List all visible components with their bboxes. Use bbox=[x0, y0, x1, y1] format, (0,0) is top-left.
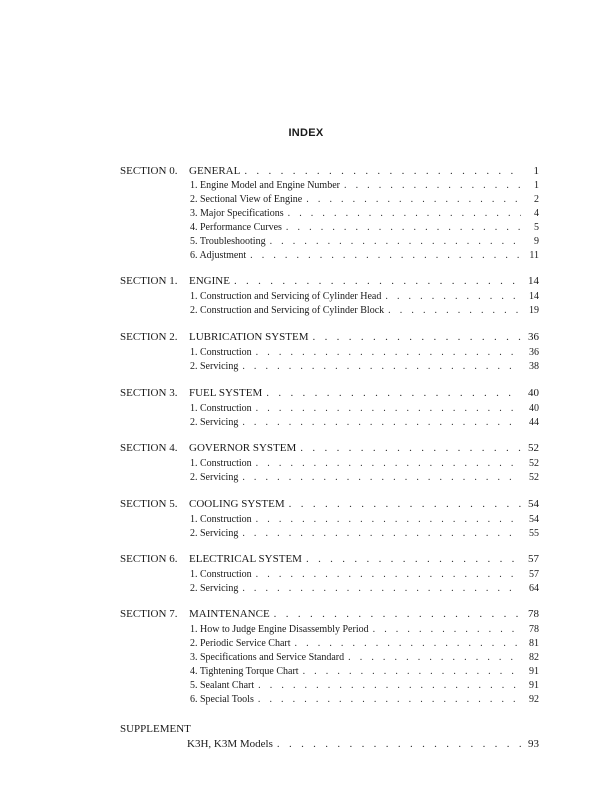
page-number: 19 bbox=[529, 305, 539, 316]
dot-leader bbox=[250, 249, 521, 262]
toc-entry[interactable] bbox=[190, 402, 539, 415]
section-title: GOVERNOR SYSTEM bbox=[189, 442, 297, 454]
section-title: COOLING SYSTEM bbox=[189, 498, 285, 510]
dot-leader bbox=[306, 193, 521, 206]
toc-entry[interactable] bbox=[190, 637, 539, 650]
entry-text: 3. Major Specifications bbox=[190, 208, 284, 219]
toc-entry[interactable] bbox=[190, 665, 539, 678]
page-number: 4 bbox=[534, 208, 539, 219]
dot-leader bbox=[385, 290, 521, 303]
entry-text: 6. Adjustment bbox=[190, 250, 247, 261]
toc-entry[interactable] bbox=[190, 416, 539, 429]
toc-entry[interactable] bbox=[190, 360, 539, 373]
page-title: INDEX bbox=[288, 127, 324, 139]
page-number: 5 bbox=[534, 222, 539, 233]
page-number: 1 bbox=[533, 165, 539, 177]
page-number: 14 bbox=[529, 291, 539, 302]
page-number: 78 bbox=[529, 624, 539, 635]
section-title: ELECTRICAL SYSTEM bbox=[189, 553, 302, 565]
entry-text: 1. Construction and Servicing of Cylinder Head bbox=[190, 291, 382, 302]
entry-text: 1. Construction bbox=[190, 514, 252, 525]
dot-leader bbox=[258, 693, 521, 706]
page-number: 9 bbox=[534, 236, 539, 247]
section-heading-row[interactable] bbox=[189, 498, 539, 511]
dot-leader bbox=[242, 360, 521, 373]
toc-entry[interactable] bbox=[190, 249, 539, 262]
dot-leader bbox=[256, 568, 521, 581]
section-heading-row[interactable] bbox=[189, 608, 539, 621]
dot-leader bbox=[348, 651, 521, 664]
section-label: SECTION 0. bbox=[120, 165, 178, 177]
section-heading-row[interactable] bbox=[189, 331, 539, 344]
page-number: 64 bbox=[529, 583, 539, 594]
dot-leader bbox=[242, 416, 521, 429]
entry-text: 1. Construction bbox=[190, 347, 252, 358]
dot-leader bbox=[274, 608, 521, 621]
supplement-row[interactable] bbox=[187, 738, 539, 751]
entry-text: 1. Engine Model and Engine Number bbox=[190, 180, 340, 191]
section-heading-row[interactable] bbox=[189, 165, 539, 178]
entry-text: 1. Construction bbox=[190, 569, 252, 580]
dot-leader bbox=[242, 582, 521, 595]
entry-text: K3H, K3M Models bbox=[187, 738, 273, 750]
page-number: 40 bbox=[529, 403, 539, 414]
entry-text: 4. Tightening Torque Chart bbox=[190, 666, 299, 677]
dot-leader bbox=[286, 221, 521, 234]
dot-leader bbox=[303, 665, 521, 678]
toc-entry[interactable] bbox=[190, 193, 539, 206]
page-number: 78 bbox=[528, 608, 539, 620]
dot-leader bbox=[242, 471, 521, 484]
dot-leader bbox=[312, 331, 521, 344]
dot-leader bbox=[288, 207, 521, 220]
entry-text: 3. Specifications and Service Standard bbox=[190, 652, 345, 663]
toc-entry[interactable] bbox=[190, 304, 539, 317]
page-number: 54 bbox=[529, 514, 539, 525]
page-number: 14 bbox=[528, 275, 539, 287]
entry-text: 5. Troubleshooting bbox=[190, 236, 266, 247]
page-number: 1 bbox=[534, 180, 539, 191]
toc-entry[interactable] bbox=[190, 679, 539, 692]
toc-entry[interactable] bbox=[190, 651, 539, 664]
dot-leader bbox=[289, 498, 521, 511]
entry-text: 2. Servicing bbox=[190, 583, 239, 594]
dot-leader bbox=[256, 346, 521, 359]
dot-leader bbox=[256, 513, 521, 526]
toc-entry[interactable] bbox=[190, 693, 539, 706]
entry-text: 2. Periodic Service Chart bbox=[190, 638, 291, 649]
section-label: SECTION 3. bbox=[120, 387, 178, 399]
section-label: SECTION 7. bbox=[120, 608, 178, 620]
section-title: ENGINE bbox=[189, 275, 230, 287]
page-number: 52 bbox=[529, 458, 539, 469]
section-title: FUEL SYSTEM bbox=[189, 387, 263, 399]
entry-text: 2. Servicing bbox=[190, 472, 239, 483]
section-title: LUBRICATION SYSTEM bbox=[189, 331, 309, 343]
section-label: SECTION 6. bbox=[120, 553, 178, 565]
toc-entry[interactable] bbox=[190, 513, 539, 526]
entry-text: 2. Construction and Servicing of Cylinder Block bbox=[190, 305, 385, 316]
dot-leader bbox=[244, 165, 521, 178]
section-label: SECTION 4. bbox=[120, 442, 178, 454]
dot-leader bbox=[344, 179, 521, 192]
dot-leader bbox=[277, 738, 521, 751]
page-number: 54 bbox=[528, 498, 539, 510]
dot-leader bbox=[306, 553, 521, 566]
section-heading-row[interactable] bbox=[189, 387, 539, 400]
section-label: SECTION 5. bbox=[120, 498, 178, 510]
toc-entry[interactable] bbox=[190, 582, 539, 595]
entry-text: 6. Special Tools bbox=[190, 694, 254, 705]
section-heading-row[interactable] bbox=[189, 275, 539, 288]
toc-entry[interactable] bbox=[190, 471, 539, 484]
page-number: 2 bbox=[534, 194, 539, 205]
toc-entry[interactable] bbox=[190, 207, 539, 220]
page-number: 40 bbox=[528, 387, 539, 399]
page-number: 82 bbox=[529, 652, 539, 663]
entry-text: 1. Construction bbox=[190, 458, 252, 469]
dot-leader bbox=[266, 387, 521, 400]
toc-entry[interactable] bbox=[190, 221, 539, 234]
entry-text: 1. How to Judge Engine Disassembly Period bbox=[190, 624, 369, 635]
entry-text: 2. Servicing bbox=[190, 417, 239, 428]
page-number: 44 bbox=[529, 417, 539, 428]
section-label: SECTION 2. bbox=[120, 331, 178, 343]
dot-leader bbox=[295, 637, 521, 650]
page-number: 91 bbox=[529, 666, 539, 677]
page-number: 91 bbox=[529, 680, 539, 691]
dot-leader bbox=[373, 623, 521, 636]
entry-text: 4. Performance Curves bbox=[190, 222, 282, 233]
dot-leader bbox=[388, 304, 521, 317]
toc-entry[interactable] bbox=[190, 179, 539, 192]
dot-leader bbox=[242, 527, 521, 540]
section-title: GENERAL bbox=[189, 165, 241, 177]
dot-leader bbox=[256, 402, 521, 415]
page-number: 38 bbox=[529, 361, 539, 372]
entry-text: 1. Construction bbox=[190, 403, 252, 414]
page-number: 55 bbox=[529, 528, 539, 539]
page-number: 52 bbox=[529, 472, 539, 483]
entry-text: 2. Servicing bbox=[190, 361, 239, 372]
page-number: 36 bbox=[529, 347, 539, 358]
page-number: 81 bbox=[529, 638, 539, 649]
toc-entry[interactable] bbox=[190, 235, 539, 248]
toc-entry[interactable] bbox=[190, 290, 539, 303]
page-number: 57 bbox=[529, 569, 539, 580]
dot-leader bbox=[270, 235, 521, 248]
supplement-label: SUPPLEMENT bbox=[120, 723, 191, 735]
entry-text: 2. Servicing bbox=[190, 528, 239, 539]
dot-leader bbox=[256, 457, 521, 470]
toc-entry[interactable] bbox=[190, 346, 539, 359]
entry-text: 5. Sealant Chart bbox=[190, 680, 255, 691]
entry-text: 2. Sectional View of Engine bbox=[190, 194, 303, 205]
page-number: 92 bbox=[529, 694, 539, 705]
toc-entry[interactable] bbox=[190, 527, 539, 540]
page-number: 11 bbox=[529, 250, 539, 261]
page-number: 57 bbox=[528, 553, 539, 565]
dot-leader bbox=[258, 679, 521, 692]
section-title: MAINTENANCE bbox=[189, 608, 270, 620]
page-number: 36 bbox=[528, 331, 539, 343]
page-number: 52 bbox=[528, 442, 539, 454]
section-heading-row[interactable] bbox=[189, 442, 539, 455]
toc-entry[interactable] bbox=[190, 457, 539, 470]
dot-leader bbox=[300, 442, 521, 455]
section-heading-row[interactable] bbox=[189, 553, 539, 566]
toc-entry[interactable] bbox=[190, 568, 539, 581]
dot-leader bbox=[234, 275, 521, 288]
section-label: SECTION 1. bbox=[120, 275, 178, 287]
toc-entry[interactable] bbox=[190, 623, 539, 636]
page-number: 93 bbox=[528, 738, 539, 750]
